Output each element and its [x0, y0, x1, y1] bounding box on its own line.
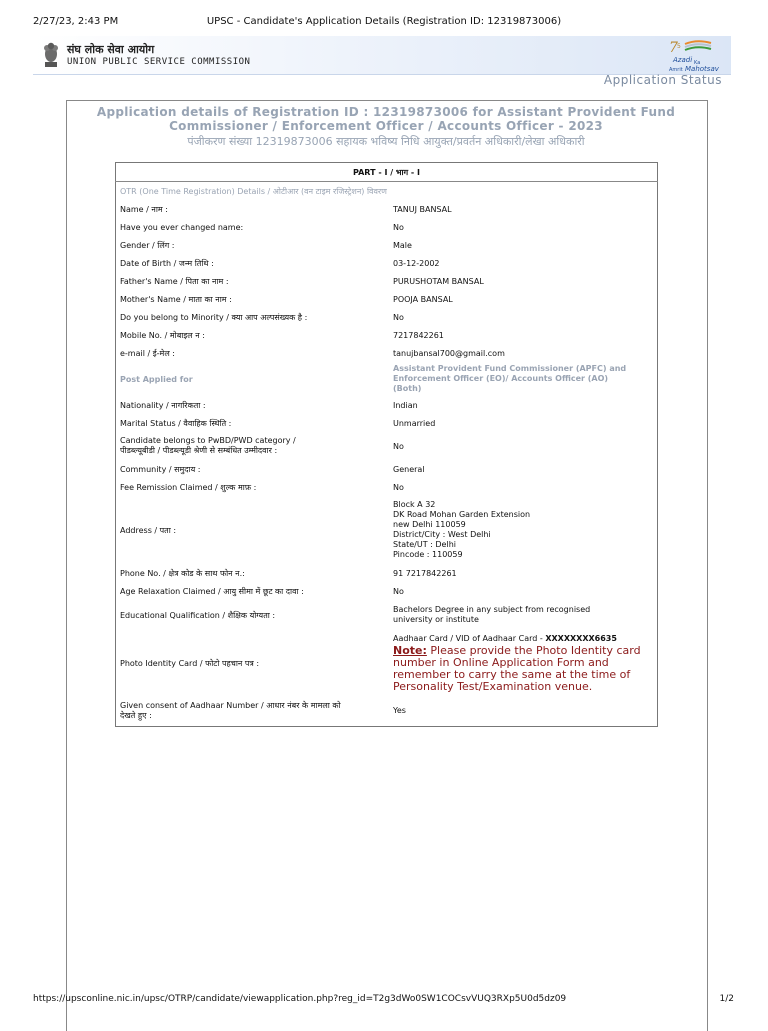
table-row [116, 460, 658, 478]
field-value: Indian [393, 400, 418, 410]
pwbd-label [116, 432, 390, 460]
post-applied-line: (Both) [393, 384, 422, 393]
otr-section-heading: OTR (One Time Registration) Details / ओटीआर (वन टाइम रजिस्ट्रेशन) विवरण [120, 186, 387, 196]
field-label: Father's Name / पिता का नाम : [120, 276, 229, 286]
field-value: No [393, 222, 404, 232]
field-value: 03-12-2002 [393, 258, 440, 268]
table-row [116, 414, 658, 432]
field-label: Have you ever changed name: [120, 222, 244, 232]
photo-id-label: Photo Identity Card / फोटो पहचान पत्र : [120, 658, 260, 668]
education-value [389, 600, 658, 630]
svg-text:5: 5 [677, 43, 681, 50]
field-label: Nationality / नागरिकता : [120, 400, 206, 410]
azadi-ka-amrit-mahotsav-logo [667, 38, 723, 74]
address-line: State/UT : Delhi [393, 540, 456, 549]
page-url: https://upsconline.nic.in/upsc/OTRP/candidate/viewapplication.php?reg_id=T2g3dWo0SW1COCsvVUQ3RXp5U0d5dz09 [33, 994, 567, 1004]
field-value: TANUJ BANSAL [393, 204, 452, 214]
field-value: 91 7217842261 [393, 568, 457, 578]
education-line1: Bachelors Degree in any subject from recognised [393, 605, 591, 614]
application-status-link[interactable]: Application Status [603, 73, 722, 87]
pwbd-label-line1: Candidate belongs to PwBD/PWD category / [120, 436, 296, 445]
field-value: Male [393, 240, 412, 250]
pwbd-label-line2: पीडब्ल्यूबीडी / पीडब्ल्यूडी श्रेणी से सम्बंधित उम्मीदवार : [120, 446, 278, 455]
field-label: Gender / लिंग : [120, 240, 175, 250]
field-label: Mobile No. / मोबाइल न : [120, 330, 205, 340]
org-name-hindi: संघ लोक सेवा आयोग [67, 43, 155, 56]
table-row [116, 344, 658, 362]
photo-id-masked-number: XXXXXXXX6635 [545, 634, 617, 643]
field-label: Date of Birth / जन्म तिथि : [120, 258, 214, 268]
address-line: new Delhi 110059 [393, 520, 466, 529]
field-value: 7217842261 [393, 330, 444, 340]
mahotsav-text: Mahotsav [685, 65, 719, 73]
table-row [116, 272, 658, 290]
svg-text:7: 7 [669, 40, 678, 56]
photo-id-row [116, 630, 658, 696]
photo-id-note [393, 645, 653, 693]
address-line: Pincode : 110059 [393, 550, 463, 559]
address-line: District/City : West Delhi [393, 530, 491, 539]
consent-label-line2: देखते हुए : [120, 710, 152, 720]
table-row [116, 290, 658, 308]
registration-title-hindi: पंजीकरण संख्या 12319873006 सहायक भविष्य निधि आयुक्त/प्रवर्तन अधिकारी/लेखा अधिकारी [187, 135, 585, 148]
address-line: DK Road Mohan Garden Extension [393, 510, 531, 519]
pwbd-row [116, 432, 658, 460]
field-label: Community / समुदाय : [120, 464, 201, 474]
field-label: Phone No. / क्षेत्र कोड के साथ फोन न.: [120, 568, 245, 578]
upsc-banner [33, 36, 731, 75]
registration-title [66, 105, 706, 133]
field-label: Mother's Name / माता का नाम : [120, 294, 232, 304]
registration-title-line1: Application details of Registration ID : 12319873006 for Assistant Provident Fund [96, 105, 676, 119]
post-applied-line: Enforcement Officer (EO)/ Accounts Officer (AO) [393, 374, 609, 383]
field-value: PURUSHOTAM BANSAL [393, 276, 484, 286]
education-line2: university or institute [393, 615, 479, 624]
education-label: Educational Qualification / शैक्षिक योग्यता : [120, 610, 276, 620]
consent-label [116, 696, 390, 726]
address-label: Address / पता : [120, 525, 177, 535]
photo-id-card: Aadhaar Card / VID of Aadhaar Card - XXXXXXXX6635 [393, 634, 617, 643]
consent-row [116, 696, 658, 726]
address-value [389, 496, 658, 564]
table-row [116, 564, 658, 582]
application-details-table [115, 162, 658, 727]
note-text: Please provide the Photo Identity card number in Online Application Form and remember to carry the same at the time of Personality Test/Examination venue. [393, 644, 641, 693]
photo-id-card-type: Aadhaar Card / VID of Aadhaar Card [393, 634, 538, 643]
consent-value: Yes [393, 706, 406, 716]
part-header: PART - I / भाग - I [116, 163, 658, 182]
field-value: No [393, 312, 404, 322]
print-title: UPSC - Candidate's Application Details (Registration ID: 12319873006) [206, 16, 562, 27]
amrit-text: Amrit [669, 67, 683, 73]
post-applied-line: Assistant Provident Fund Commissioner (APFC) and [393, 364, 627, 373]
photo-id-value [389, 630, 658, 696]
table-row [116, 308, 658, 326]
registration-title-line2: Commissioner / Enforcement Officer / Accounts Officer - 2023 [169, 119, 603, 133]
consent-label-line1: Given consent of Aadhaar Number / आधार नंबर के मामला को [120, 700, 341, 710]
table-row [116, 396, 658, 414]
post-applied-value [389, 362, 658, 396]
field-value: Unmarried [393, 418, 436, 428]
address-line: Block A 32 [393, 500, 436, 509]
note-label: Note: [393, 644, 427, 657]
otr-section-row [116, 182, 658, 201]
print-datetime: 2/27/23, 2:43 PM [33, 16, 119, 27]
field-label: e-mail / ई-मेल : [120, 348, 175, 358]
field-value: tanujbansal700@gmail.com [393, 348, 505, 358]
table-row [116, 582, 658, 600]
table-row [116, 254, 658, 272]
part-header-row [116, 163, 658, 182]
page-number: 1/2 [719, 994, 734, 1004]
post-applied-label: Post Applied for [120, 374, 193, 384]
field-value: POOJA BANSAL [393, 294, 453, 304]
table-row [116, 200, 658, 218]
org-name-english: UNION PUBLIC SERVICE COMMISSION [67, 57, 251, 67]
azadi-text: Azadi [673, 56, 693, 64]
post-applied-row [116, 362, 658, 396]
national-emblem-icon [41, 40, 61, 70]
education-row [116, 600, 658, 630]
table-row [116, 326, 658, 344]
field-label: Marital Status / वैवाहिक स्थिति : [120, 418, 232, 428]
table-row [116, 236, 658, 254]
ka-text: Ka [694, 60, 701, 66]
field-label: Age Relaxation Claimed / आयु सीमा में छूट का दावा : [120, 586, 304, 596]
print-header [0, 16, 768, 30]
field-value: No [393, 482, 404, 492]
field-label: Fee Remission Claimed / शुल्क माफ़ : [120, 482, 257, 492]
field-value: General [393, 464, 425, 474]
table-row [116, 478, 658, 496]
field-label: Do you belong to Minority / क्या आप अल्पसंख्यक है : [120, 312, 308, 322]
field-value: No [393, 586, 404, 596]
field-label: Name / नाम : [120, 204, 168, 214]
address-row [116, 496, 658, 564]
table-row [116, 218, 658, 236]
pwbd-value: No [393, 441, 404, 451]
